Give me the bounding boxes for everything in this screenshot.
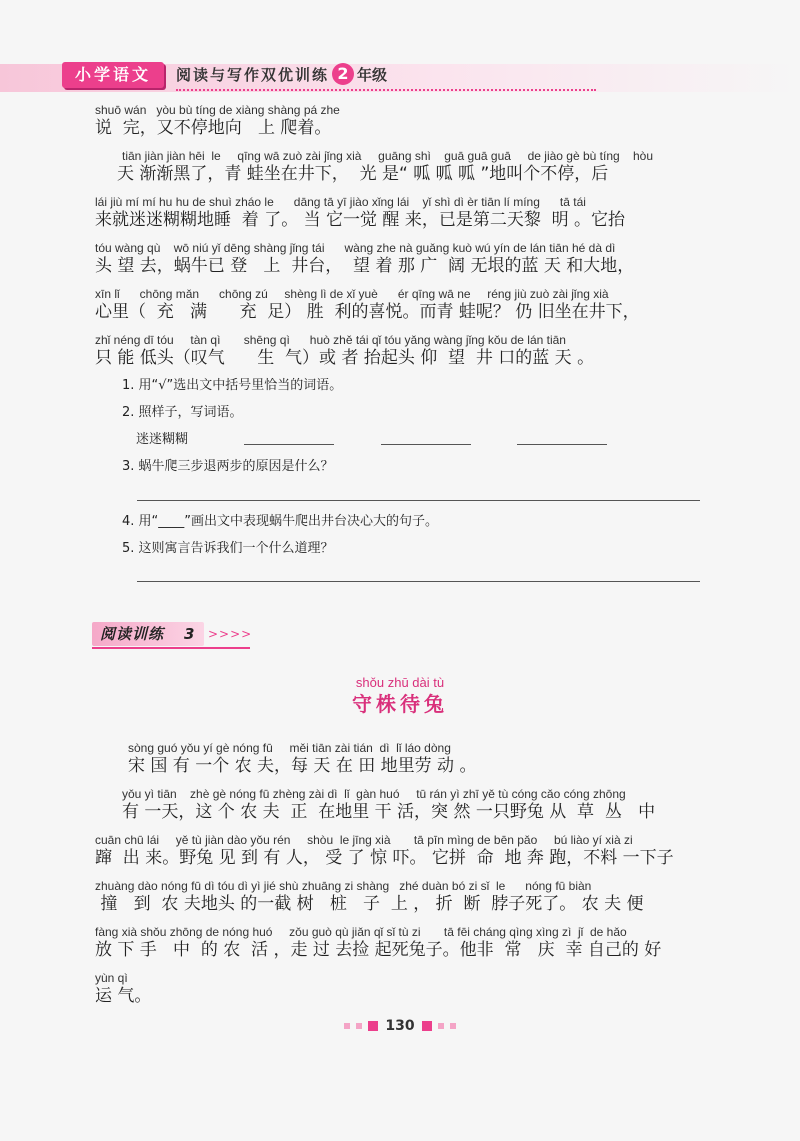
example-word: 迷迷糊糊 (136, 432, 189, 447)
square-icon (368, 1021, 378, 1031)
story-title: 守株待兔 (352, 692, 448, 716)
pinyin-line: yùn qì (95, 971, 128, 985)
text-line: 宋 国 有 一个 农 夫，每 天 在 田 地里劳 动 。 (128, 756, 477, 776)
text-line: 撞 到 农 夫地头 的一截 树 桩 子 上 ， 折 断 脖子死了。 农 夫 便 (95, 894, 644, 914)
text-line: 天 渐渐黑了，青 蛙坐在井下， 光 是“ 呱 呱 呱 ”地叫个不停，后 (117, 164, 609, 184)
pinyin-line: tóu wàng qù wō niú yǐ dēng shàng jǐng tái wàng zhe nà guǎng kuò wú yín de lán tiān hé dà dì (95, 241, 616, 255)
answer-blank[interactable] (381, 444, 471, 445)
square-icon (422, 1021, 432, 1031)
question-1: 1. 用“√”选出文中括号里恰当的词语。 (122, 378, 343, 393)
text-line: 只 能 低头（叹气 生 气）或 者 抬起头 仰 望 井 口的蓝 天 。 (95, 348, 595, 368)
page-footer (0, 1015, 800, 1035)
chevrons-icon: >>>> (208, 627, 253, 641)
text-line: 放 下 手 中 的 农 活 ，走 过 去捡 起死兔子。他非 常 庆 幸 自己的 好 (95, 940, 662, 960)
pinyin-line: tiān jiàn jiàn hēi le qīng wā zuò zài jǐng xià guāng shì guā guā guā de jiào gè bù tíng hòu (122, 149, 654, 163)
header-dotted-rule (176, 89, 596, 91)
question-2: 2. 照样子，写词语。 (122, 405, 243, 420)
running-header (0, 62, 800, 98)
answer-line[interactable] (137, 500, 700, 501)
grade-label: 年级 (357, 66, 388, 84)
pinyin-line: fàng xià shǒu zhōng de nóng huó zǒu guò qù jiǎn qǐ sǐ tù zi tā fēi cháng qìng xìng zì jǐ de hǎo (95, 925, 627, 939)
square-icon (344, 1023, 350, 1029)
section-underline (92, 647, 250, 649)
section-label: 阅读训练 (100, 625, 165, 643)
grade-number: 2 (332, 63, 354, 85)
subject-badge: 小学语文 (62, 62, 164, 88)
text-line: 有 一天，这 个 农 夫 正 在地里 干 活，突 然 一只野兔 从 草 丛 中 (122, 802, 656, 822)
text-line: 说 完，又不停地向 上 爬着。 (95, 118, 332, 138)
section-number: 3 (184, 625, 195, 643)
text-line: 心里（ 充 满 充 足） 胜 利的喜悦。而青 蛙呢？ 仍 旧坐在井下， (95, 302, 640, 322)
text-line: 运 气。 (95, 986, 152, 1006)
pinyin-line: sòng guó yǒu yí gè nóng fū měi tiān zài tián dì lǐ láo dòng (128, 741, 451, 755)
square-icon (450, 1023, 456, 1029)
question-4: 4. 用“____”画出文中表现蜗牛爬出井台决心大的句子。 (122, 514, 439, 529)
book-title: 阅读与写作双优训练 (176, 66, 330, 84)
square-icon (356, 1023, 362, 1029)
question-5: 5. 这则寓言告诉我们一个什么道理？ (122, 541, 334, 556)
page-number: 130 (385, 1017, 415, 1034)
pinyin-line: zhuàng dào nóng fū dì tóu dì yì jié shù zhuāng zi shàng zhé duàn bó zi sǐ le nóng fū biàn (95, 879, 592, 893)
answer-blank[interactable] (517, 444, 607, 445)
text-line: 头 望 去，蜗牛已 登 上 井台， 望 着 那 广 阔 无垠的蓝 天 和大地， (95, 256, 635, 276)
pinyin-line: lái jiù mí mí hu hu de shuì zháo le dāng tā yī jiào xǐng lái yǐ shì dì èr tiān lí míng tā tái (95, 195, 586, 209)
text-line: 来就迷迷糊糊地睡 着 了。 当 它一觉 醒 来，已是第二天黎 明 。它抬 (95, 210, 626, 230)
pinyin-line: yǒu yì tiān zhè gè nóng fū zhèng zài dì lǐ gàn huó tū rán yì zhī yě tù cóng cǎo cóng zhōng (122, 787, 626, 801)
section-tag (92, 622, 252, 648)
question-3: 3. 蜗牛爬三步退两步的原因是什么？ (122, 459, 334, 474)
answer-blank[interactable] (244, 444, 334, 445)
text-line: 蹿 出 来。野兔 见 到 有 人， 受 了 惊 吓。 它拼 命 地 奔 跑，不料 一下子 (95, 848, 674, 868)
square-icon (438, 1023, 444, 1029)
story-title-pinyin: shǒu zhū dài tù (355, 675, 445, 690)
pinyin-line: shuō wán yòu bù tíng de xiàng shàng pá zhe (95, 103, 340, 117)
answer-line[interactable] (137, 581, 700, 582)
pinyin-line: zhǐ néng dī tóu tàn qì shēng qì huò zhě tái qǐ tóu yǎng wàng jǐng kǒu de lán tiān (95, 333, 566, 347)
pinyin-line: cuān chū lái yě tù jiàn dào yǒu rén shòu le jīng xià tā pīn mìng de bēn pǎo bú liào yí xià zi (95, 833, 633, 847)
pinyin-line: xīn lǐ chōng mǎn chōng zú shèng lì de xǐ yuè ér qīng wā ne réng jiù zuò zài jǐng xià (95, 287, 609, 301)
